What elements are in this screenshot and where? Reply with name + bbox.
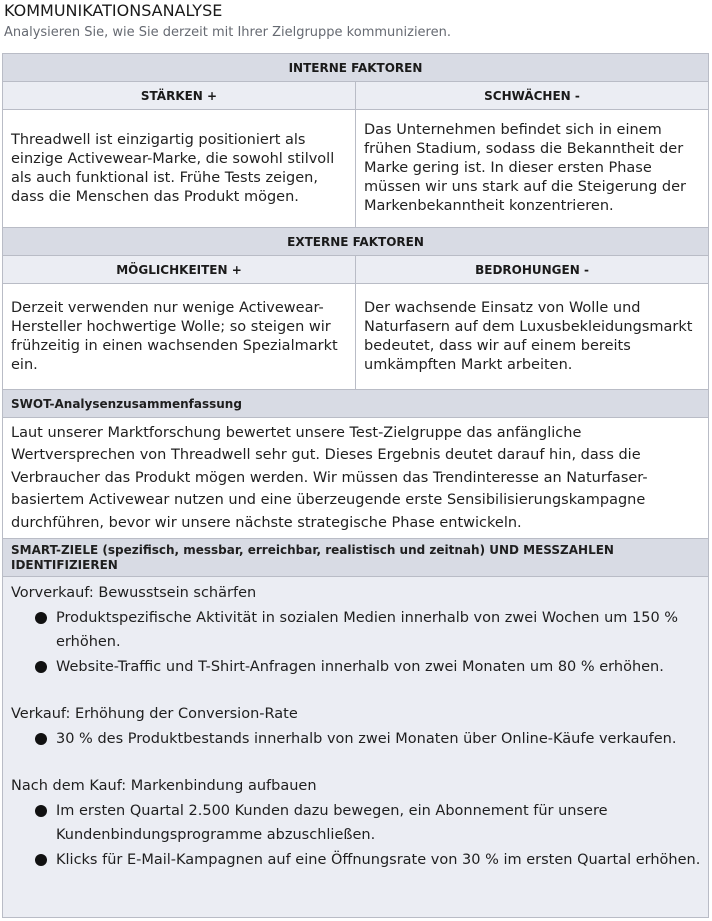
goal-item-text: Im ersten Quartal 2.500 Kunden dazu bewegen, ein Abonnement für unsere Kundenbindungsprogramme abzuschließen. bbox=[56, 802, 608, 843]
goal-group-title: Verkauf: Erhöhung der Conversion-Rate bbox=[11, 706, 298, 722]
opportunities-label: MÖGLICHKEITEN + bbox=[3, 256, 356, 284]
smart-goals-heading: SMART-ZIELE (spezifisch, messbar, erreichbar, realistisch und zeitnah) UND MESSZAHLEN IDENTIFIZIEREN bbox=[3, 539, 709, 577]
goal-list bbox=[11, 606, 702, 680]
goal-item bbox=[11, 606, 702, 655]
analysis-table bbox=[2, 53, 709, 918]
opportunities-text: Derzeit verwenden nur wenige Activewear-Hersteller hochwertige Wolle; so steigen wir frühzeitig in einen wachsenden Spezialmarkt ein. bbox=[3, 284, 356, 390]
goal-group-presale bbox=[11, 581, 702, 679]
goal-item-text: 30 % des Produktbestands innerhalb von zwei Monaten über Online-Käufe verkaufen. bbox=[56, 730, 677, 747]
external-factors-heading: EXTERNE FAKTOREN bbox=[3, 228, 709, 256]
strengths-text: Threadwell ist einzigartig positioniert als einzige Activewear-Marke, die sowohl stilvoll als auch funktional ist. Frühe Tests zeigen, dass die Menschen das Produkt mögen. bbox=[3, 110, 356, 228]
goal-group-title: Nach dem Kauf: Markenbindung aufbauen bbox=[11, 778, 317, 794]
weaknesses-text: Das Unternehmen befindet sich in einem frühen Stadium, sodass die Bekanntheit der Marke gering ist. In dieser ersten Phase müssen wir uns stark auf die Steigerung der Markenbekanntheit konzentrieren. bbox=[356, 110, 709, 228]
goal-item-text: Klicks für E-Mail-Kampagnen auf eine Öffnungsrate von 30 % im ersten Quartal erhöhen. bbox=[56, 851, 701, 868]
page-title: KOMMUNIKATIONSANALYSE bbox=[4, 1, 223, 20]
bullet-icon bbox=[35, 854, 47, 866]
smart-goals-body bbox=[3, 577, 709, 918]
weaknesses-label: SCHWÄCHEN - bbox=[356, 82, 709, 110]
goal-item bbox=[11, 655, 702, 680]
bullet-icon bbox=[35, 805, 47, 817]
threats-text: Der wachsende Einsatz von Wolle und Naturfasern auf dem Luxusbekleidungsmarkt bedeutet, dass wir auf einem bereits umkämpften Markt arbeiten. bbox=[356, 284, 709, 390]
goal-item-text: Produktspezifische Aktivität in sozialen Medien innerhalb von zwei Wochen um 150 % erhöhen. bbox=[56, 609, 679, 650]
bullet-icon bbox=[35, 661, 47, 673]
threats-label: BEDROHUNGEN - bbox=[356, 256, 709, 284]
summary-text: Laut unserer Marktforschung bewertet unsere Test-Zielgruppe das anfängliche Wertversprechen von Threadwell sehr gut. Dieses Ergebnis deutet darauf hin, dass die Verbraucher das Produkt mögen werden. Wir müssen das Trendinteresse an Naturfaser-basiertem Activewear nutzen und eine überzeugende erste Sensibilisierungskampagne durchführen, bevor wir unsere nächste strategische Phase entwickeln. bbox=[3, 418, 709, 539]
goal-item bbox=[11, 799, 702, 848]
summary-heading: SWOT-Analysenzusammenfassung bbox=[3, 390, 709, 418]
goal-item-text: Website-Traffic und T-Shirt-Anfragen innerhalb von zwei Monaten um 80 % erhöhen. bbox=[56, 658, 664, 675]
internal-factors-heading: INTERNE FAKTOREN bbox=[3, 54, 709, 82]
goal-group-postsale bbox=[11, 774, 702, 872]
goal-item bbox=[11, 727, 702, 752]
bullet-icon bbox=[35, 733, 47, 745]
page-subtitle: Analysieren Sie, wie Sie derzeit mit Ihrer Zielgruppe kommunizieren. bbox=[4, 25, 451, 40]
goal-list bbox=[11, 727, 702, 752]
goal-list bbox=[11, 799, 702, 873]
goal-group-title: Vorverkauf: Bewusstsein schärfen bbox=[11, 585, 257, 601]
goal-item bbox=[11, 848, 702, 873]
goal-group-sale bbox=[11, 702, 702, 751]
strengths-label: STÄRKEN + bbox=[3, 82, 356, 110]
bullet-icon bbox=[35, 612, 47, 624]
